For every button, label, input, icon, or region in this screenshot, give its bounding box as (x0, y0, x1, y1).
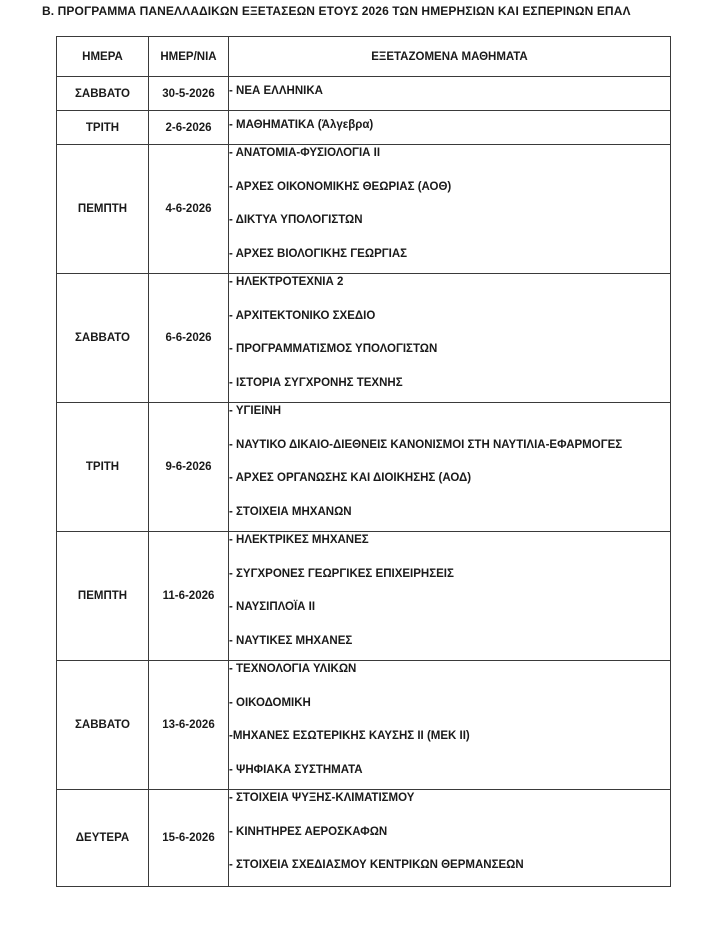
table-row (57, 661, 671, 790)
subject-item: - ΣΤΟΙΧΕΙΑ ΣΧΕΔΙΑΣΜΟΥ ΚΕΝΤΡΙΚΩΝ ΘΕΡΜΑΝΣΕΩΝ (229, 859, 524, 871)
exam-date: 13-6-2026 (149, 661, 229, 790)
subject-list (229, 532, 670, 654)
document-title: Β. ΠΡΟΓΡΑΜΜΑ ΠΑΝΕΛΛΑΔΙΚΩΝ ΕΞΕΤΑΣΕΩΝ ΕΤΟΥΣ 2026 ΤΩΝ ΗΜΕΡΗΣΙΩΝ ΚΑΙ ΕΣΠΕΡΙΝΩΝ ΕΠΑΛ (42, 4, 631, 18)
exam-subjects-cell (229, 274, 671, 403)
table-row (57, 790, 671, 887)
exam-subjects-cell (229, 790, 671, 887)
header-date: ΗΜΕΡ/ΝΙΑ (149, 37, 229, 77)
subject-item: - ΙΣΤΟΡΙΑ ΣΥΓΧΡΟΝΗΣ ΤΕΧΝΗΣ (229, 376, 403, 389)
table-row (57, 77, 671, 111)
subject-item: - ΚΙΝΗΤΗΡΕΣ ΑΕΡΟΣΚΑΦΩΝ (229, 825, 388, 838)
subject-list (229, 403, 670, 525)
exam-date: 11-6-2026 (149, 532, 229, 661)
subject-item: - ΗΛΕΚΤΡΙΚΕΣ ΜΗΧΑΝΕΣ (229, 534, 369, 546)
exam-date: 6-6-2026 (149, 274, 229, 403)
header-subjects: ΕΞΕΤΑΖΟΜΕΝΑ ΜΑΘΗΜΑΤΑ (229, 37, 671, 77)
table-row (57, 111, 671, 145)
subject-item: - ΑΡΧΕΣ ΟΙΚΟΝΟΜΙΚΗΣ ΘΕΩΡΙΑΣ (ΑΟΘ) (229, 180, 452, 193)
exam-subjects-cell (229, 111, 671, 145)
exam-day: ΤΡΙΤΗ (57, 111, 149, 145)
exam-day: ΣΑΒΒΑΤΟ (57, 661, 149, 790)
table-body (57, 77, 671, 887)
exam-subjects-cell (229, 77, 671, 111)
table-row (57, 532, 671, 661)
exam-date: 15-6-2026 (149, 790, 229, 887)
exam-date: 4-6-2026 (149, 145, 229, 274)
header-day: ΗΜΕΡΑ (57, 37, 149, 77)
subject-item: - ΑΝΑΤΟΜΙΑ-ΦΥΣΙΟΛΟΓΙΑ ΙΙ (229, 147, 381, 159)
subject-item: - ΗΛΕΚΤΡΟΤΕΧΝΙΑ 2 (229, 276, 344, 288)
subject-list (229, 145, 670, 267)
subject-item: - ΝΑΥΤΙΚΟ ΔΙΚΑΙΟ-ΔΙΕΘΝΕΙΣ ΚΑΝΟΝΙΣΜΟΙ ΣΤΗ ΝΑΥΤΙΛΙΑ-ΕΦΑΡΜΟΓΕΣ (229, 438, 623, 451)
subject-list (229, 274, 670, 396)
subject-item: - ΣΤΟΙΧΕΙΑ ΜΗΧΑΝΩΝ (229, 505, 352, 518)
table-row (57, 403, 671, 532)
table-header-row (57, 37, 671, 77)
exam-day: ΠΕΜΠΤΗ (57, 532, 149, 661)
table-row (57, 145, 671, 274)
subject-list (229, 83, 670, 104)
exam-day: ΣΑΒΒΑΤΟ (57, 274, 149, 403)
exam-schedule-table (56, 36, 671, 887)
subject-item: - ΑΡΧΙΤΕΚΤΟΝΙΚΟ ΣΧΕΔΙΟ (229, 309, 376, 322)
subject-item: - ΑΡΧΕΣ ΟΡΓΑΝΩΣΗΣ ΚΑΙ ΔΙΟΙΚΗΣΗΣ (ΑΟΔ) (229, 472, 472, 484)
subject-item: - ΣΤΟΙΧΕΙΑ ΨΥΞΗΣ-ΚΛΙΜΑΤΙΣΜΟΥ (229, 792, 415, 804)
subject-item: - ΠΡΟΓΡΑΜΜΑΤΙΣΜΟΣ ΥΠΟΛΟΓΙΣΤΩΝ (229, 343, 438, 355)
exam-date: 30-5-2026 (149, 77, 229, 111)
exam-day: ΠΕΜΠΤΗ (57, 145, 149, 274)
exam-subjects-cell (229, 145, 671, 274)
subject-item: - ΑΡΧΕΣ ΒΙΟΛΟΓΙΚΗΣ ΓΕΩΡΓΙΑΣ (229, 247, 408, 260)
subject-list (229, 790, 670, 878)
subject-list (229, 661, 670, 783)
exam-day: ΔΕΥΤΕΡΑ (57, 790, 149, 887)
subject-item: - ΝΑΥΤΙΚΕΣ ΜΗΧΑΝΕΣ (229, 634, 353, 647)
subject-item: - ΣΥΓΧΡΟΝΕΣ ΓΕΩΡΓΙΚΕΣ ΕΠΙΧΕΙΡΗΣΕΙΣ (229, 567, 454, 580)
exam-day: ΤΡΙΤΗ (57, 403, 149, 532)
exam-subjects-cell (229, 403, 671, 532)
exam-date: 2-6-2026 (149, 111, 229, 145)
subject-item: -ΜΗΧΑΝΕΣ ΕΣΩΤΕΡΙΚΗΣ ΚΑΥΣΗΣ ΙΙ (ΜΕΚ ΙΙ) (229, 730, 470, 742)
subject-item: - ΨΗΦΙΑΚΑ ΣΥΣΤΗΜΑΤΑ (229, 763, 363, 776)
subject-item: - ΥΓΙΕΙΝΗ (229, 405, 282, 417)
table-row (57, 274, 671, 403)
subject-list (229, 117, 670, 138)
subject-item: - ΝΑΥΣΙΠΛΟΪΑ ΙΙ (229, 601, 316, 613)
exam-day: ΣΑΒΒΑΤΟ (57, 77, 149, 111)
subject-item: - ΤΕΧΝΟΛΟΓΙΑ ΥΛΙΚΩΝ (229, 663, 357, 675)
subject-item: - ΜΑΘΗΜΑΤΙΚΑ (Άλγεβρα) (229, 119, 374, 131)
exam-subjects-cell (229, 532, 671, 661)
subject-item: - ΔΙΚΤΥΑ ΥΠΟΛΟΓΙΣΤΩΝ (229, 214, 363, 226)
subject-item: - ΟΙΚΟΔΟΜΙΚΗ (229, 696, 311, 709)
exam-subjects-cell (229, 661, 671, 790)
subject-item: - ΝΕΑ ΕΛΛΗΝΙΚΑ (229, 85, 323, 97)
exam-date: 9-6-2026 (149, 403, 229, 532)
